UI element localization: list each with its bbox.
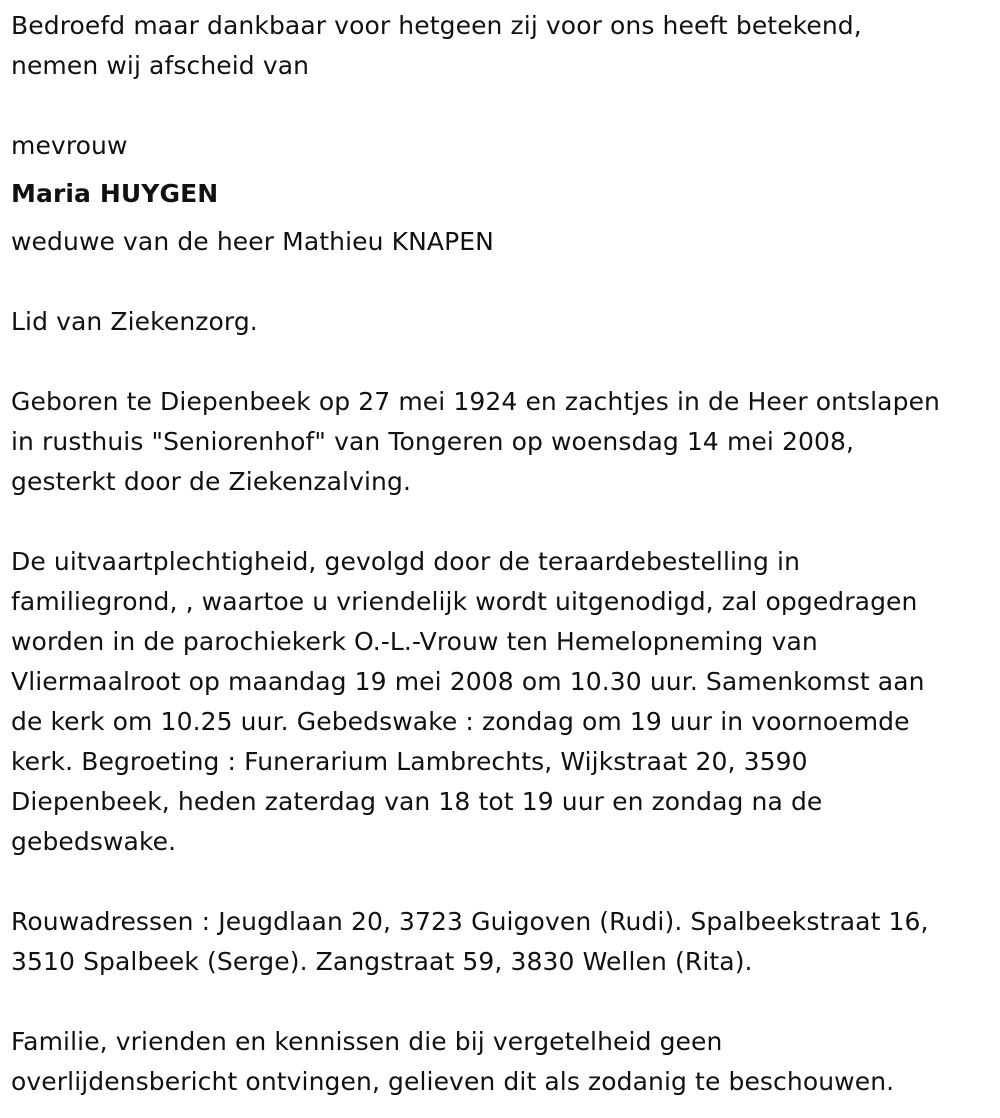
closing-line-1: Familie, vrienden en kennissen die bij vergetelheid geen xyxy=(11,1027,723,1056)
relation: weduwe van de heer Mathieu KNAPEN xyxy=(11,227,494,256)
funeral-line-5: de kerk om 10.25 uur. Gebedswake : zondag om 19 uur in voornoemde xyxy=(11,707,910,736)
honorific: mevrouw xyxy=(11,131,128,160)
funeral-line-1: De uitvaartplechtigheid, gevolgd door de teraardebestelling in xyxy=(11,547,801,576)
birth-death-line-3: gesterkt door de Ziekenzalving. xyxy=(11,467,411,496)
funeral-line-8: gebedswake. xyxy=(11,827,177,856)
funeral-line-7: Diepenbeek, heden zaterdag van 18 tot 19 uur en zondag na de xyxy=(11,787,823,816)
birth-death-line-1: Geboren te Diepenbeek op 27 mei 1924 en zachtjes in de Heer ontslapen xyxy=(11,387,940,416)
addresses-line-2: 3510 Spalbeek (Serge). Zangstraat 59, 3830 Wellen (Rita). xyxy=(11,947,753,976)
closing-line-2: overlijdensbericht ontvingen, gelieven dit als zodanig te beschouwen. xyxy=(11,1067,895,1096)
funeral-line-4: Vliermaalroot op maandag 19 mei 2008 om 10.30 uur. Samenkomst aan xyxy=(11,667,925,696)
intro-line-1: Bedroefd maar dankbaar voor hetgeen zij voor ons heeft betekend, xyxy=(11,11,862,40)
addresses-line-1: Rouwadressen : Jeugdlaan 20, 3723 Guigoven (Rudi). Spalbeekstraat 16, xyxy=(11,907,929,936)
funeral-line-3: worden in de parochiekerk O.-L.-Vrouw ten Hemelopneming van xyxy=(11,627,818,656)
funeral-line-6: kerk. Begroeting : Funerarium Lambrechts, Wijkstraat 20, 3590 xyxy=(11,747,808,776)
deceased-name: Maria HUYGEN xyxy=(11,179,219,208)
membership: Lid van Ziekenzorg. xyxy=(11,307,258,336)
birth-death-line-2: in rusthuis "Seniorenhof" van Tongeren op woensdag 14 mei 2008, xyxy=(11,427,855,456)
intro-line-2: nemen wij afscheid van xyxy=(11,51,310,80)
funeral-line-2: familiegrond, , waartoe u vriendelijk wordt uitgenodigd, zal opgedragen xyxy=(11,587,918,616)
